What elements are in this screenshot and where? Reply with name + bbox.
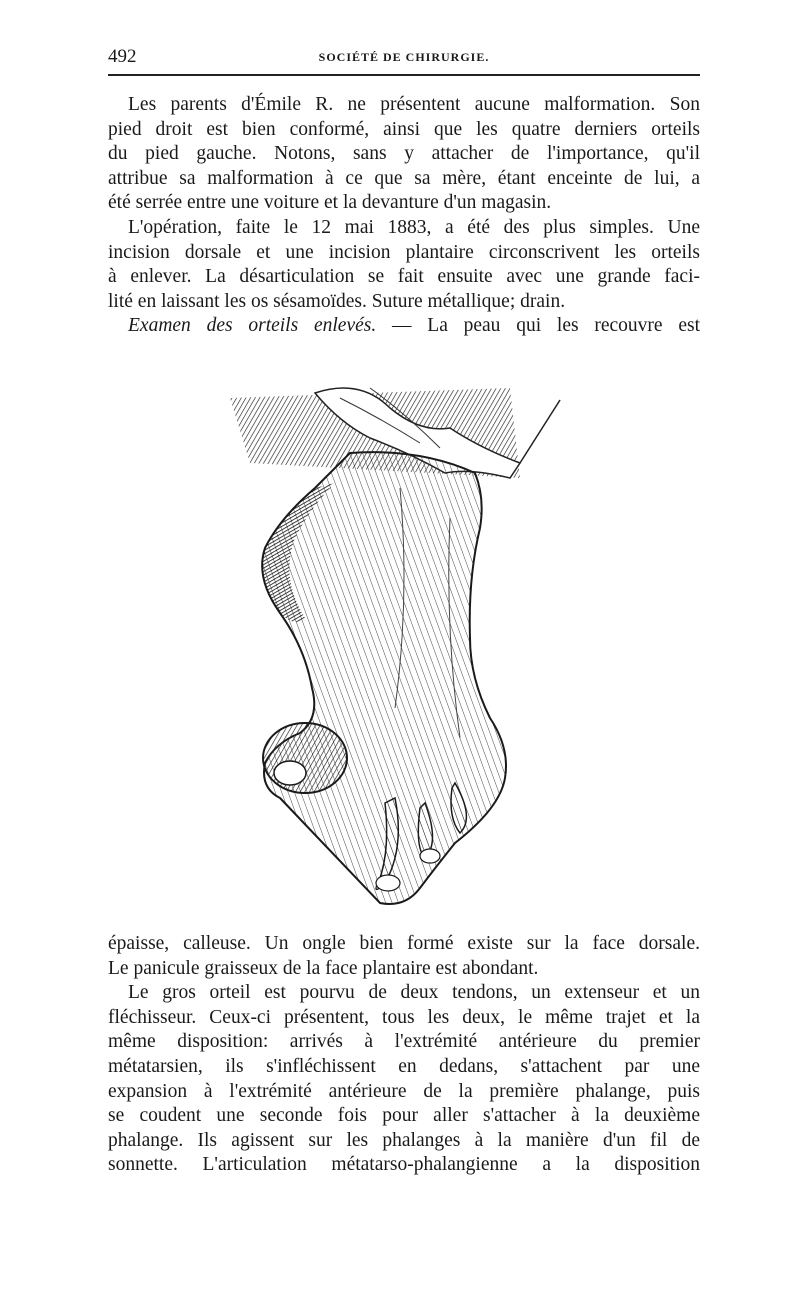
text-line: Les parents d'Émile R. ne présentent aucune malformation. Son	[128, 94, 700, 115]
upper-paragraphs	[108, 93, 700, 339]
foot-engraving-icon	[220, 378, 590, 908]
text-line: du pied gauche. Notons, sans y attacher de l'importance, qu'il	[108, 143, 700, 165]
running-header	[108, 44, 700, 76]
text-line: à enlever. La désarticulation se fait ensuite avec une grande faci-	[108, 266, 700, 288]
text-line: fléchisseur. Ceux-ci présentent, tous les deux, le même trajet et la	[108, 1006, 700, 1028]
examen-rest: — La peau qui les recouvre est	[392, 315, 700, 337]
text-line: expansion à l'extrémité antérieure de la première phalange, puis	[108, 1080, 700, 1102]
text-line: se coudent une seconde fois pour aller s'attacher à la deuxième	[108, 1105, 700, 1127]
text-line: Le panicule graisseux de la face plantaire est abondant.	[108, 957, 539, 979]
text-line: été serrée entre une voiture et la devanture d'un magasin.	[108, 192, 552, 214]
text-line: pied droit est bien conformé, ainsi que les quatre derniers orteils	[108, 118, 700, 140]
text-line: phalange. Ils agissent sur les phalanges à la manière d'un fil de	[108, 1129, 700, 1151]
text-line: attribue sa malformation à ce que sa mère, étant enceinte de lui, a	[108, 167, 700, 189]
text-line: incision dorsale et une incision plantaire circonscrivent les orteils	[108, 241, 700, 263]
examen-line	[108, 314, 700, 339]
text-line: sonnette. L'articulation métatarso-phalangienne a la disposition	[108, 1154, 700, 1176]
text-line: même disposition: arrivés à l'extrémité antérieure du premier	[108, 1031, 700, 1053]
text-line: L'opération, faite le 12 mai 1883, a été des plus simples. Une	[128, 216, 700, 238]
foot-illustration	[220, 378, 590, 908]
text-line: métatarsien, ils s'infléchissent en dedans, s'attachent par une	[108, 1055, 700, 1077]
running-title: SOCIÉTÉ DE CHIRURGIE.	[318, 50, 490, 64]
lower-paragraphs	[108, 932, 700, 1178]
text-line: lité en laissant les os sésamoïdes. Suture métallique; drain.	[108, 290, 566, 312]
text-line: Le gros orteil est pourvu de deux tendons, un extenseur et un	[128, 982, 700, 1004]
text-line: épaisse, calleuse. Un ongle bien formé existe sur la face dorsale.	[108, 933, 700, 954]
page-number: 492	[108, 46, 137, 67]
examen-heading: Examen des orteils enlevés.	[128, 315, 377, 337]
